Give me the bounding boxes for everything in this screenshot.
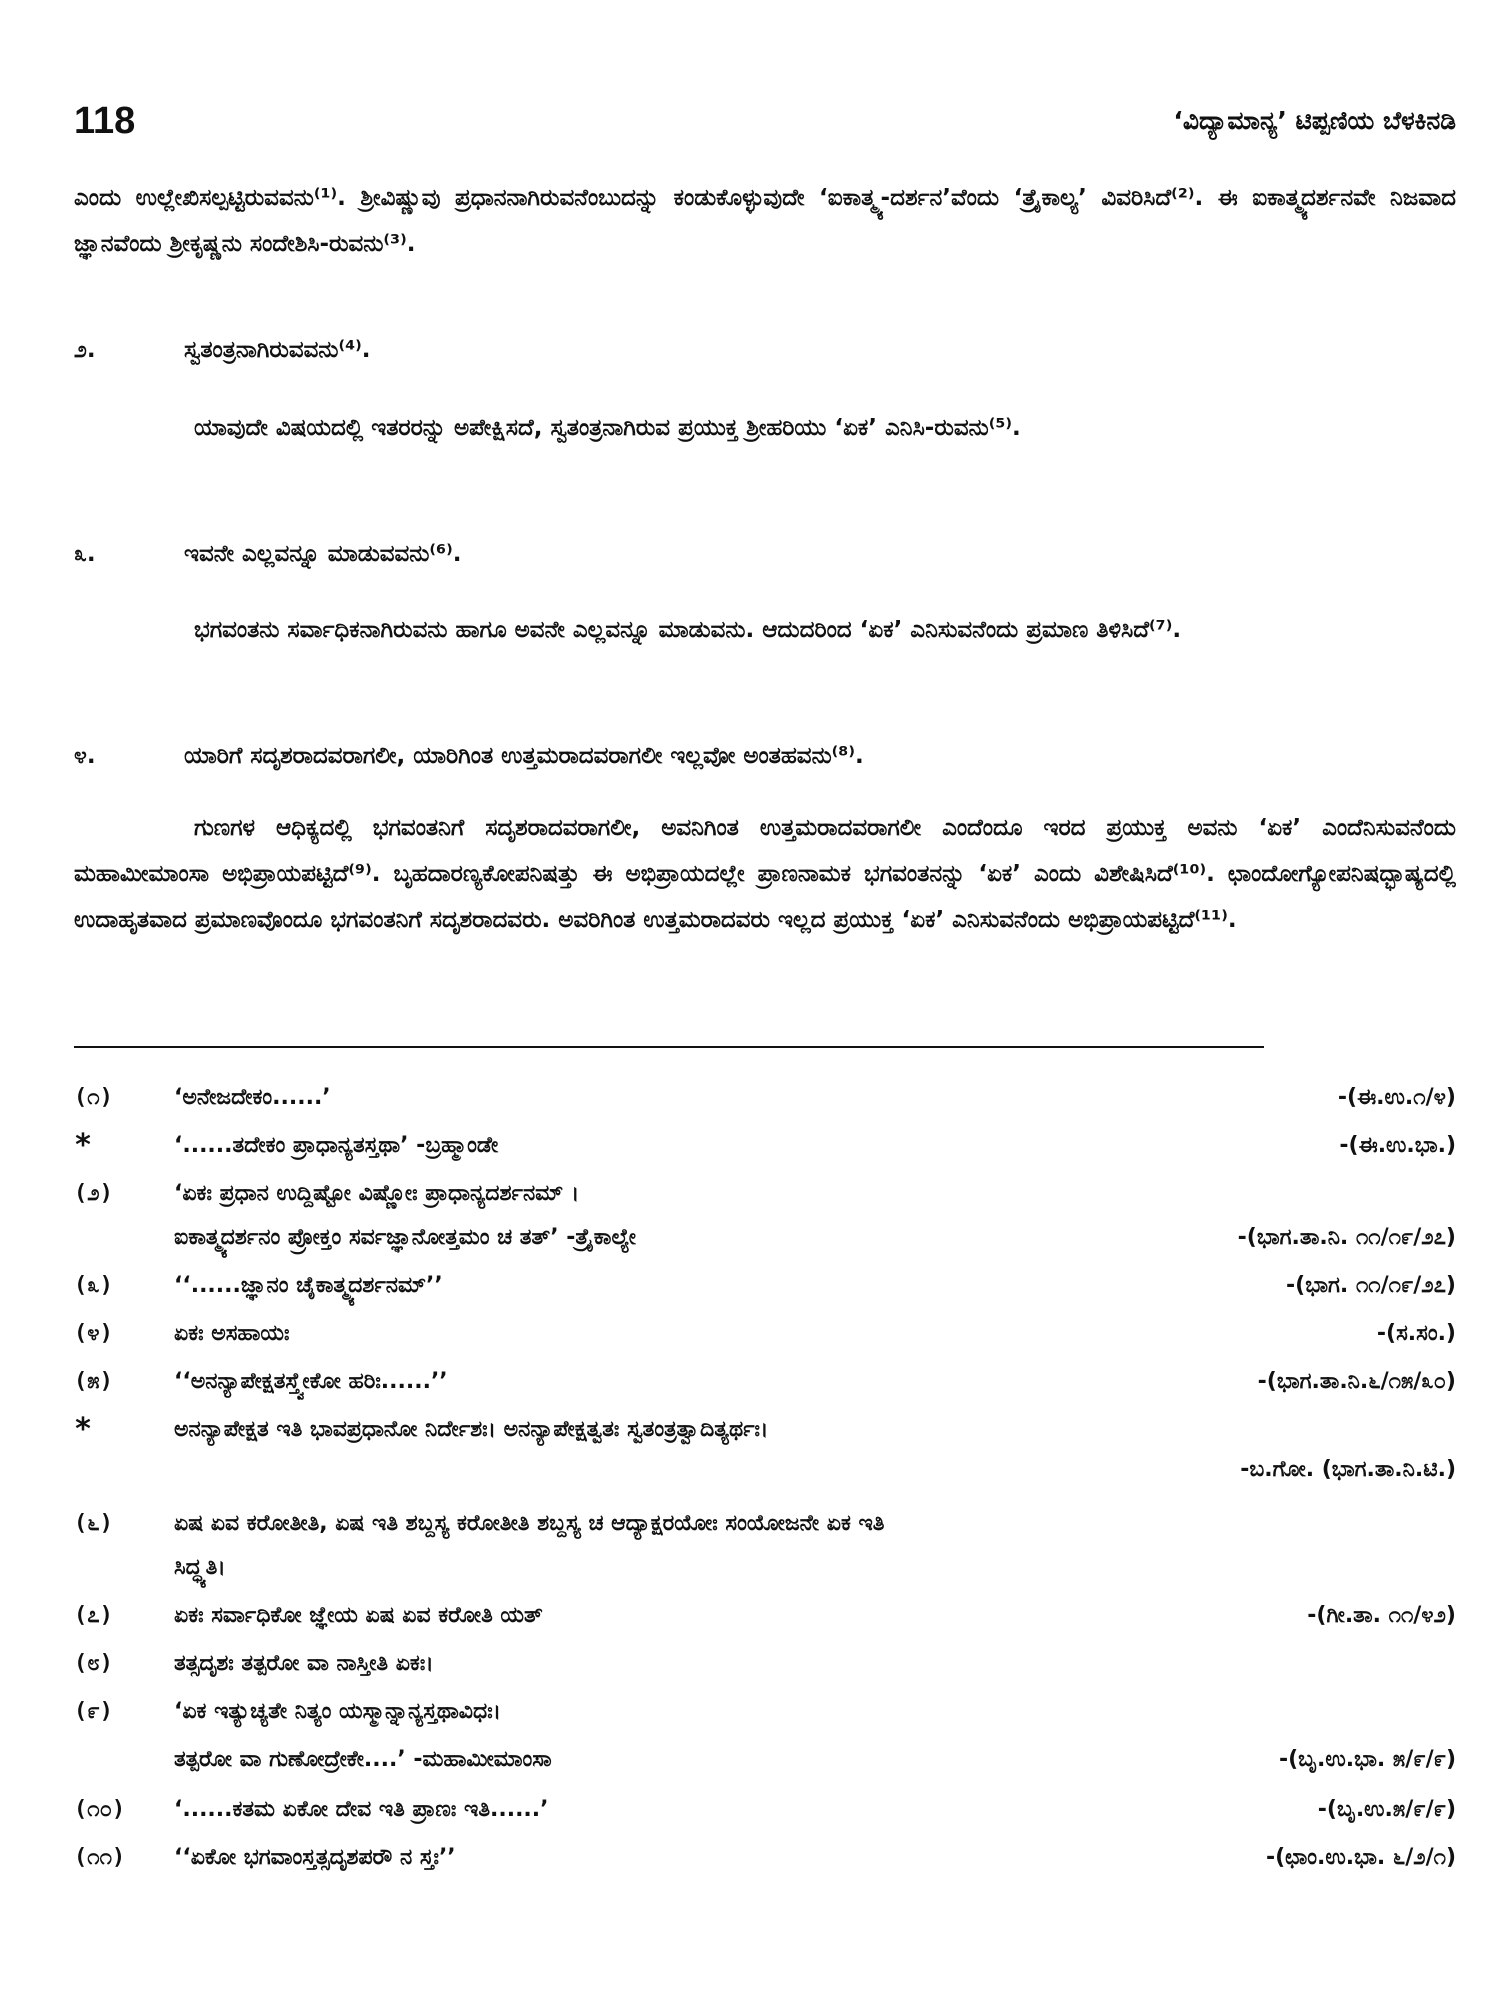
item-number: ೪. xyxy=(74,743,96,769)
footnote-5 xyxy=(74,1362,1456,1402)
footnote-text: ‘......ತದೇಕಂ ಪ್ರಾಧಾನ್ಯತಸ್ತಥಾ’ -ಬ್ರಹ್ಮಾಂಡೇ xyxy=(174,1133,499,1158)
paragraph-1: ಎಂದು ಉಲ್ಲೇಖಿಸಲ್ಪಟ್ಟಿರುವವನು⁽¹⁾. ಶ್ರೀವಿಷ್ಣುವು ಪ್ರಧಾನನಾಗಿರುವನೆಂಬುದನ್ನು ಕಂಡುಕೊಳ್ಳುವುದೇ ‘ಐಕಾತ್ಮ್ಯ-ದರ್ಶನ’ವೆಂದು ‘ತ್ರೈಕಾಲ್ಯ’ ವಿವರಿಸಿದೆ⁽²⁾. ಈ ಐಕಾತ್ಮ್ಯದರ್ಶನವೇ ನಿಜವಾದ ಜ್ಞಾನವೆಂದು ಶ್ರೀಕೃಷ್ಣನು ಸಂದೇಶಿಸಿ-ರುವನು⁽³⁾. xyxy=(74,185,1456,257)
footnote-mark: (೪) xyxy=(74,1321,113,1346)
item-number: ೨. xyxy=(74,337,96,363)
item-heading: ಯಾರಿಗೆ ಸದೃಶರಾದವರಾಗಲೀ, ಯಾರಿಗಿಂತ ಉತ್ತಮರಾದವರಾಗಲೀ ಇಲ್ಲವೋ ಅಂತಹವನು⁽⁸⁾. xyxy=(184,743,864,769)
footnote-text: ಏಕಃ ಅಸಹಾಯಃ xyxy=(174,1321,290,1346)
footnote-9 xyxy=(74,1692,1456,1732)
footnote-mark: (೧೦) xyxy=(74,1797,126,1822)
footnote-text: ಏಷ ಏವ ಕರೋತೀತಿ, ಏಷ ಇತಿ ಶಬ್ದಸ್ಯ ಕರೋತೀತಿ ಶಬ್ದಸ್ಯ ಚ ಆದ್ಯಾಕ್ಷರಯೋಃ ಸಂಯೋಜನೇ ಏಕ ಇತಿ xyxy=(174,1511,885,1536)
footnote-4 xyxy=(74,1314,1456,1354)
footnote-text: ‘ಏಕಃ ಪ್ರಧಾನ ಉದ್ದಿಷ್ಟೋ ವಿಷ್ಣೋಃ ಪ್ರಾಧಾನ್ಯದರ್ಶನಮ್ । xyxy=(174,1181,580,1206)
footnote-star-2 xyxy=(74,1410,1456,1450)
footnote-reference: -(ಬೃ.ಉ.೫/೯/೯) xyxy=(1317,1797,1456,1822)
page-header xyxy=(74,100,1456,150)
item-number: ೩. xyxy=(74,541,96,567)
item-heading: ಸ್ವತಂತ್ರನಾಗಿರುವವನು⁽⁴⁾. xyxy=(184,337,371,363)
footnote-text: ‘‘ಏಕೋ ಭಗವಾಂಸ್ತತ್ಸದೃಶಪರೌ ನ ಸ್ತಃ’’ xyxy=(174,1845,456,1870)
footnote-6-continued xyxy=(74,1548,1456,1588)
footnote-star-1 xyxy=(74,1126,1456,1166)
footnote-star-2-continued xyxy=(74,1450,1456,1490)
footnote-11 xyxy=(74,1838,1456,1878)
item-heading: ಇವನೇ ಎಲ್ಲವನ್ನೂ ಮಾಡುವವನು⁽⁶⁾. xyxy=(184,541,462,567)
footnote-mark: (೫) xyxy=(74,1369,113,1394)
footnote-mark: (೭) xyxy=(74,1603,113,1628)
footnote-mark: (೮) xyxy=(74,1651,113,1676)
footnote-reference: -(ಈ.ಉ.೧/೪) xyxy=(1337,1085,1456,1110)
footnote-text: ಐಕಾತ್ಮ್ಯದರ್ಶನಂ ಪ್ರೋಕ್ತಂ ಸರ್ವಜ್ಞಾನೋತ್ತಮಂ ಚ ತತ್’ -ತ್ರೈಕಾಲ್ಯೇ xyxy=(174,1225,636,1250)
footnote-2 xyxy=(74,1174,1456,1214)
footnote-reference: -ಬ.ಗೋ. (ಭಾಗ.ತಾ.ನಿ.ಟಿ.) xyxy=(1240,1457,1456,1482)
running-title: ‘ವಿದ್ಯಾಮಾನ್ಯ’ ಟಿಪ್ಪಣಿಯ ಬೆಳಕಿನಡಿ xyxy=(1173,106,1456,135)
paragraph-3: ಭಗವಂತನು ಸರ್ವಾಧಿಕನಾಗಿರುವನು ಹಾಗೂ ಅವನೇ ಎಲ್ಲವನ್ನೂ ಮಾಡುವನು. ಆದುದರಿಂದ ‘ಏಕ’ ಎನಿಸುವನೆಂದು ಪ್ರಮಾಣ ತಿಳಿಸಿದೆ⁽⁷⁾. xyxy=(194,617,1182,643)
asterisk-mark: * xyxy=(74,1412,93,1447)
footnote-text: ‘......ಕತಮ ಏಕೋ ದೇವ ಇತಿ ಪ್ರಾಣಃ ಇತಿ......’ xyxy=(174,1797,549,1822)
footnote-reference: -(ಭಾಗ.ತಾ.ನಿ.೬/೧೫/೩೦) xyxy=(1257,1369,1456,1394)
page-number: 118 xyxy=(74,100,136,142)
footnote-text: ‘ಏಕ ಇತ್ಯುಚ್ಯತೇ ನಿತ್ಯಂ ಯಸ್ಮಾನ್ನಾನ್ಯಸ್ತಥಾವಿಧಃ। xyxy=(174,1699,502,1724)
footnote-mark: (೩) xyxy=(74,1273,113,1298)
footnote-text: ‘ಅನೇಜದೇಕಂ......’ xyxy=(174,1085,331,1110)
footnote-divider xyxy=(74,1046,1264,1048)
footnote-7 xyxy=(74,1596,1456,1636)
footnote-reference: -(ಸ.ಸಂ.) xyxy=(1376,1321,1456,1346)
footnote-2-continued xyxy=(74,1218,1456,1258)
footnote-text: ‘‘......ಜ್ಞಾನಂ ಚೈಕಾತ್ಮ್ಯದರ್ಶನಮ್’’ xyxy=(174,1273,443,1298)
list-item-4 xyxy=(74,733,1456,773)
footnote-mark: (೯) xyxy=(74,1699,113,1724)
footnote-text: ತತ್ಸದೃಶಃ ತತ್ಪರೋ ವಾ ನಾಸ್ತೀತಿ ಏಕಃ। xyxy=(174,1651,434,1676)
footnote-mark: (೧೧) xyxy=(74,1845,126,1870)
asterisk-mark: * xyxy=(74,1128,93,1163)
footnote-mark: (೧) xyxy=(74,1085,113,1110)
paragraph-2: ಯಾವುದೇ ವಿಷಯದಲ್ಲಿ ಇತರರನ್ನು ಅಪೇಕ್ಷಿಸದೆ, ಸ್ವತಂತ್ರನಾಗಿರುವ ಪ್ರಯುಕ್ತ ಶ್ರೀಹರಿಯು ‘ಏಕ’ ಎನಿಸಿ-ರುವನು⁽⁵⁾. xyxy=(194,415,1021,441)
footnote-text: ‘‘ಅನನ್ಯಾಪೇಕ್ಷತಸ್ತ್ವೇಕೋ ಹರಿಃ......’’ xyxy=(174,1369,448,1394)
footnote-1 xyxy=(74,1078,1456,1118)
footnote-3 xyxy=(74,1266,1456,1306)
footnote-text: ಏಕಃ ಸರ್ವಾಧಿಕೋ ಜ್ಞೇಯ ಏಷ ಏವ ಕರೋತಿ ಯತ್ xyxy=(174,1603,543,1628)
footnote-reference: -(ಭಾಗ.ತಾ.ನಿ. ೧೧/೧೯/೨೭) xyxy=(1237,1225,1456,1250)
list-item-2 xyxy=(74,327,1456,367)
footnote-mark: (೬) xyxy=(74,1511,113,1536)
footnote-8 xyxy=(74,1644,1456,1684)
footnote-9-continued xyxy=(74,1740,1456,1780)
footnote-reference: -(ಭಾಗ. ೧೧/೧೯/೨೭) xyxy=(1286,1273,1456,1298)
footnote-reference: -(ಗೀ.ತಾ. ೧೧/೪೨) xyxy=(1307,1603,1456,1628)
footnote-reference: -(ಬೃ.ಉ.ಭಾ. ೫/೯/೯) xyxy=(1278,1747,1456,1772)
paragraph-4: ಗುಣಗಳ ಆಧಿಕ್ಯದಲ್ಲಿ ಭಗವಂತನಿಗೆ ಸದೃಶರಾದವರಾಗಲೀ, ಅವನಿಗಿಂತ ಉತ್ತಮರಾದವರಾಗಲೀ ಎಂದೆಂದೂ ಇರದ ಪ್ರಯುಕ್ತ ಅವನು ‘ಏಕ’ ಎಂದೆನಿಸುವನೆಂದು ಮಹಾಮೀಮಾಂಸಾ ಅಭಿಪ್ರಾಯಪಟ್ಟಿದೆ⁽⁹⁾. ಬೃಹದಾರಣ್ಯಕೋಪನಿಷತ್ತು ಈ ಅಭಿಪ್ರಾಯದಲ್ಲೇ ಪ್ರಾಣನಾಮಕ ಭಗವಂತನನ್ನು ‘ಏಕ’ ಎಂದು ವಿಶೇಷಿಸಿದೆ⁽¹⁰⁾. ಛಾಂದೋಗ್ಯೋಪನಿಷದ್ಭಾಷ್ಯದಲ್ಲಿ ಉದಾಹೃತವಾದ ಪ್ರಮಾಣವೊಂದೂ ಭಗವಂತನಿಗೆ ಸದೃಶರಾದವರು. ಅವರಿಗಿಂತ ಉತ್ತಮರಾದವರು ಇಲ್ಲದ ಪ್ರಯುಕ್ತ ‘ಏಕ’ ಎನಿಸುವನೆಂದು ಅಭಿಪ್ರಾಯಪಟ್ಟಿದೆ⁽¹¹⁾. xyxy=(74,815,1456,933)
footnote-text: ತತ್ಪರೋ ವಾ ಗುಣೋದ್ರೇಕೇ....’ -ಮಹಾಮೀಮಾಂಸಾ xyxy=(174,1747,552,1772)
footnote-text: ಅನನ್ಯಾಪೇಕ್ಷತ ಇತಿ ಭಾವಪ್ರಧಾನೋ ನಿರ್ದೇಶಃ। ಅನನ್ಯಾಪೇಕ್ಷತ್ವತಃ ಸ್ವತಂತ್ರತ್ವಾದಿತ್ಯರ್ಥಃ। xyxy=(174,1417,769,1442)
footnote-text: ಸಿದ್ಧ್ಯತಿ। xyxy=(174,1555,226,1580)
footnote-reference: -(ಛಾಂ.ಉ.ಭಾ. ೬/೨/೧) xyxy=(1265,1845,1456,1870)
footnote-mark: (೨) xyxy=(74,1181,113,1206)
footnote-6 xyxy=(74,1504,1456,1544)
list-item-3 xyxy=(74,531,1456,571)
footnote-reference: -(ಈ.ಉ.ಭಾ.) xyxy=(1339,1133,1456,1158)
footnote-10 xyxy=(74,1790,1456,1830)
